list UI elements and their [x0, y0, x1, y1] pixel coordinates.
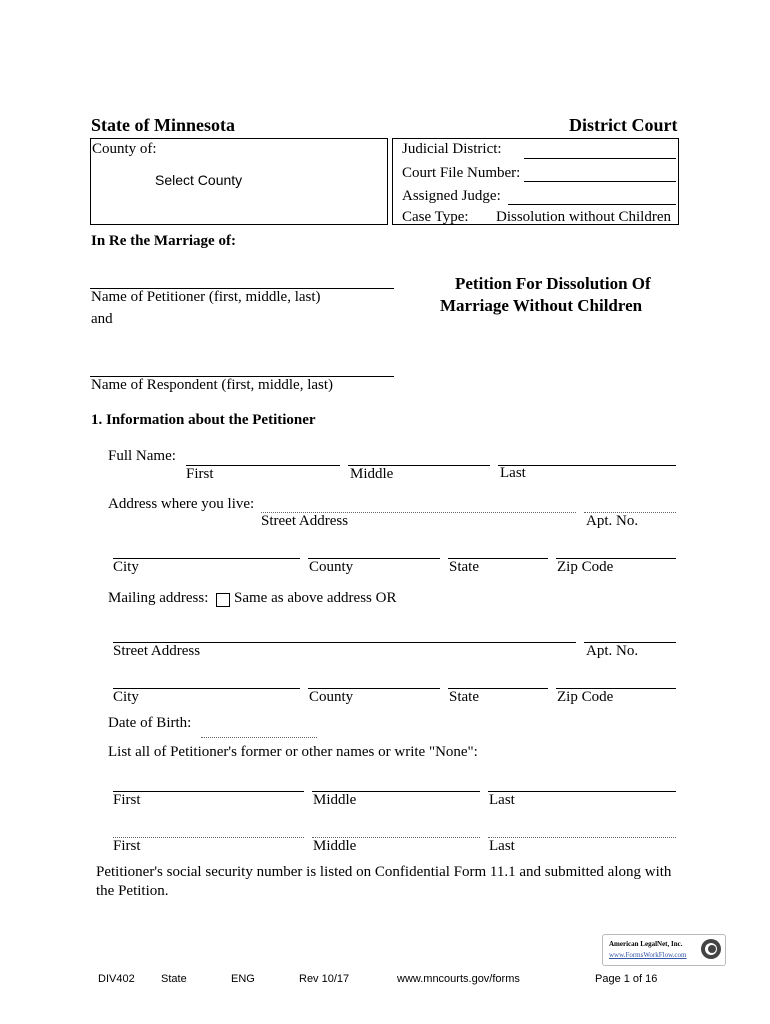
county-label-field: County — [309, 559, 354, 575]
former-last-field-1[interactable] — [488, 791, 676, 792]
street-address-label: Street Address — [261, 513, 349, 529]
respondent-name-label: Name of Respondent (first, middle, last) — [91, 377, 334, 393]
county-select[interactable]: Select County — [155, 172, 243, 188]
full-name-last-label: Last — [500, 465, 526, 481]
county-label: County of: — [92, 141, 157, 157]
legalnet-logo — [602, 934, 726, 966]
petition-title-line1: Petition For Dissolution Of — [455, 274, 651, 293]
court-file-number-field[interactable] — [524, 181, 676, 182]
former-first-label-2: First — [113, 838, 141, 854]
judicial-district-label: Judicial District: — [402, 141, 502, 157]
former-last-label-1: Last — [489, 792, 515, 808]
former-first-field-2[interactable] — [113, 837, 304, 838]
section-1-heading: 1. Information about the Petitioner — [91, 412, 316, 428]
apt-no-label: Apt. No. — [586, 513, 639, 529]
assigned-judge-field[interactable] — [508, 204, 676, 205]
legalnet-logo-icon — [700, 938, 722, 960]
former-last-label-2: Last — [489, 838, 515, 854]
footer-page-number: Page 1 of 16 — [595, 973, 658, 985]
footer-lang: ENG — [231, 973, 255, 985]
ssn-note-line1: Petitioner's social security number is listed on Confidential Form 11.1 and submitted along with — [96, 864, 672, 880]
and-text: and — [91, 311, 113, 327]
mailing-apt-label: Apt. No. — [586, 643, 639, 659]
assigned-judge-label: Assigned Judge: — [402, 188, 501, 204]
former-first-field-1[interactable] — [113, 791, 304, 792]
in-re-heading: In Re the Marriage of: — [91, 233, 236, 249]
zip-code-label: Zip Code — [557, 559, 614, 575]
mailing-county-label: County — [309, 689, 354, 705]
footer-state: State — [161, 973, 187, 985]
ssn-note-line2: the Petition. — [96, 883, 169, 899]
legalnet-logo-name: American LegalNet, Inc. — [609, 940, 683, 948]
mailing-city-label: City — [113, 689, 139, 705]
mailing-address-label: Mailing address: — [108, 590, 209, 606]
petitioner-name-label: Name of Petitioner (first, middle, last) — [91, 289, 321, 305]
footer-form-id: DIV402 — [98, 973, 135, 985]
former-first-label-1: First — [113, 792, 141, 808]
full-name-middle-label: Middle — [350, 466, 394, 482]
petition-title-line2: Marriage Without Children — [440, 296, 643, 315]
court-title: District Court — [569, 115, 678, 135]
city-field[interactable] — [113, 558, 300, 559]
former-middle-label-2: Middle — [313, 838, 357, 854]
case-type-label: Case Type: — [402, 209, 469, 225]
same-address-checkbox[interactable] — [216, 593, 230, 607]
same-address-label: Same as above address OR — [234, 590, 397, 606]
full-name-first-label: First — [186, 466, 214, 482]
city-label: City — [113, 559, 139, 575]
footer-rev: Rev 10/17 — [299, 973, 350, 985]
mailing-street-label: Street Address — [113, 643, 201, 659]
former-middle-label-1: Middle — [313, 792, 357, 808]
judicial-district-field[interactable] — [524, 158, 676, 159]
legalnet-logo-url: www.FormsWorkFlow.com — [609, 951, 687, 959]
footer-url[interactable]: www.mncourts.gov/forms — [397, 973, 520, 985]
address-label: Address where you live: — [108, 496, 255, 512]
case-type-value: Dissolution without Children — [496, 209, 672, 225]
mailing-zip-label: Zip Code — [557, 689, 614, 705]
state-title: State of Minnesota — [91, 115, 235, 135]
mailing-state-label: State — [449, 689, 479, 705]
full-name-label: Full Name: — [108, 448, 176, 464]
mailing-city-field[interactable] — [113, 688, 300, 689]
dob-label: Date of Birth: — [108, 715, 192, 731]
state-label: State — [449, 559, 479, 575]
dob-field[interactable] — [201, 737, 317, 738]
former-names-label: List all of Petitioner's former or other names or write "None": — [108, 744, 478, 760]
court-file-number-label: Court File Number: — [402, 165, 521, 181]
former-last-field-2[interactable] — [488, 837, 676, 838]
